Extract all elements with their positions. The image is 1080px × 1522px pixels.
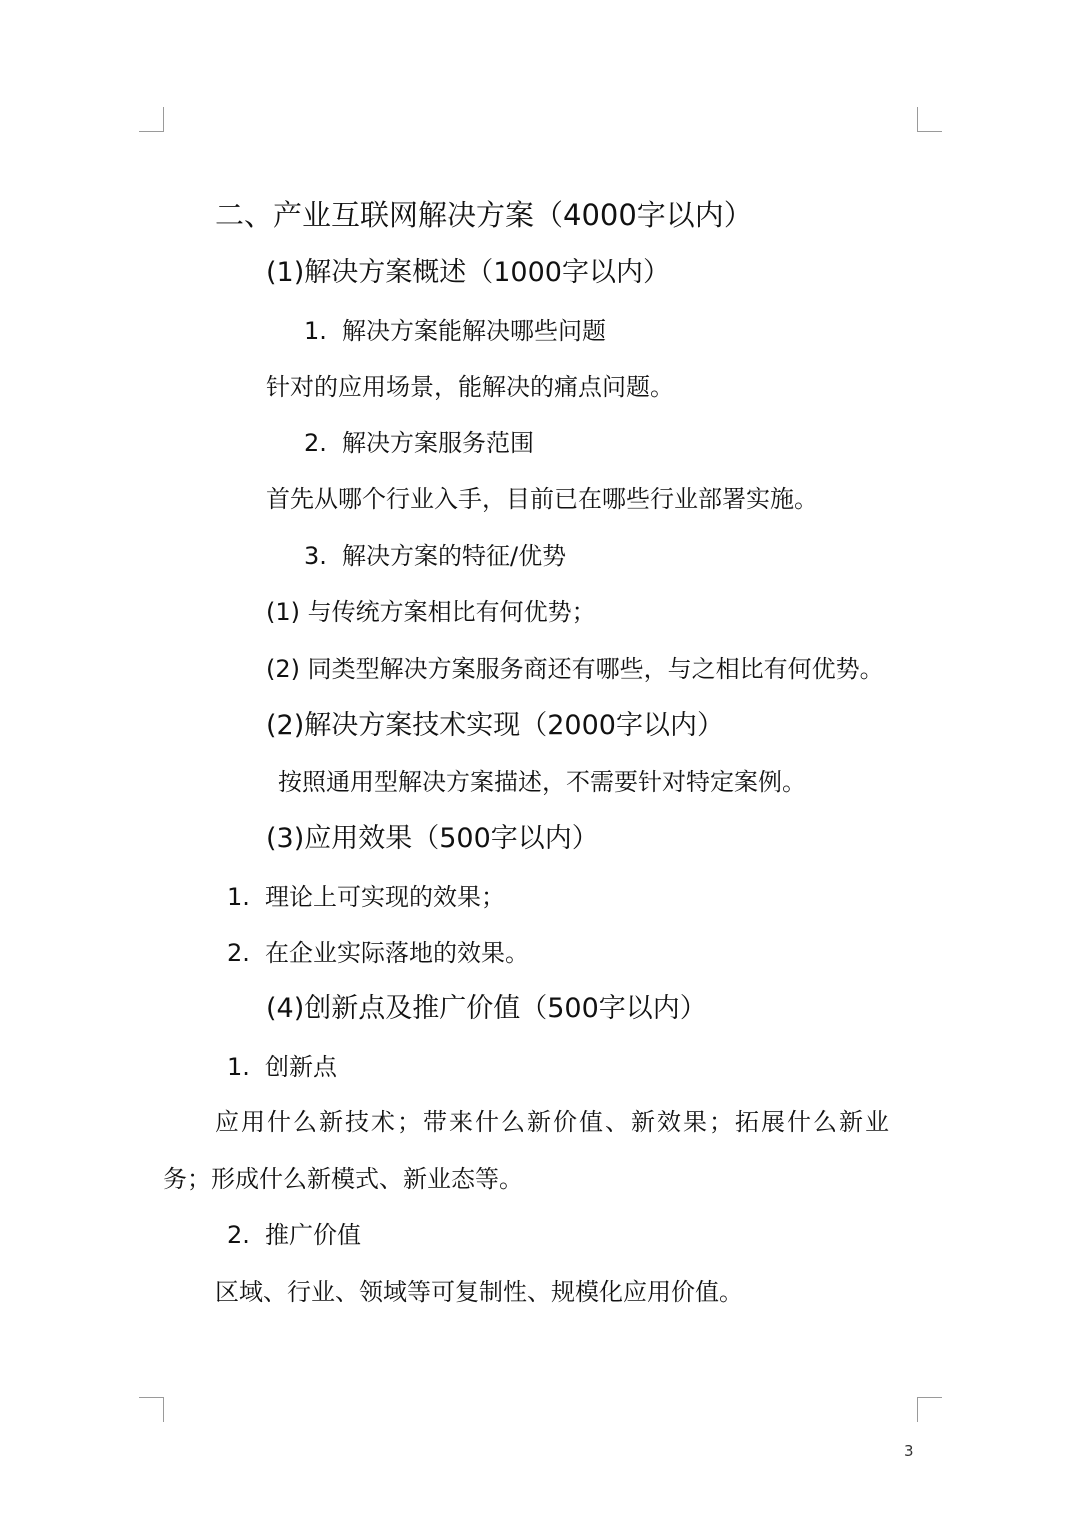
- innovation-desc-line-1: 应用什么新技术；带来什么新价值、新效果；拓展什么新业: [215, 1108, 891, 1136]
- item-label: 推广价值: [265, 1221, 361, 1249]
- section1-item-3: [304, 544, 566, 568]
- section1-item-1-desc: 针对的应用场景，能解决的痛点问题。: [266, 373, 674, 401]
- item-number: 2.: [227, 939, 250, 967]
- section1-item-2-desc: 首先从哪个行业入手，目前已在哪些行业部署实施。: [266, 485, 818, 513]
- section3-title: (3)应用效果（500字以内）: [266, 823, 599, 854]
- advantage-1: (1) 与传统方案相比有何优势；: [266, 598, 596, 626]
- item-label: 创新点: [265, 1053, 337, 1081]
- page-number: 3: [904, 1442, 914, 1460]
- crop-mark-top-left: [139, 107, 164, 132]
- section1-title: (1)解决方案概述（1000字以内）: [266, 257, 670, 288]
- item-number: 1.: [227, 883, 250, 911]
- item-number: 3.: [304, 542, 327, 570]
- crop-mark-bottom-right: [917, 1397, 942, 1422]
- item-label: 解决方案能解决哪些问题: [342, 317, 606, 345]
- item-label: 在企业实际落地的效果。: [265, 939, 529, 967]
- section3-item-2: [227, 941, 529, 965]
- item-label: 解决方案服务范围: [342, 429, 534, 457]
- section1-item-1: [304, 319, 606, 343]
- section3-item-1: [227, 885, 505, 909]
- item-label: 解决方案的特征/优势: [342, 542, 567, 570]
- crop-mark-top-right: [917, 107, 942, 132]
- advantage-2: (2) 同类型解决方案服务商还有哪些，与之相比有何优势。: [266, 655, 884, 683]
- main-heading: 二、产业互联网解决方案（4000字以内）: [215, 198, 753, 232]
- item-number: 1.: [227, 1053, 250, 1081]
- item-label: 理论上可实现的效果；: [265, 883, 505, 911]
- crop-mark-bottom-left: [139, 1397, 164, 1422]
- section2-title: (2)解决方案技术实现（2000字以内）: [266, 710, 724, 741]
- promotion-desc: 区域、行业、领域等可复制性、规模化应用价值。: [215, 1278, 743, 1306]
- innovation-desc-line-2: 务；形成什么新模式、新业态等。: [163, 1165, 523, 1193]
- section4-item-1: [227, 1055, 337, 1079]
- section4-item-2: [227, 1223, 361, 1247]
- section2-desc: 按照通用型解决方案描述，不需要针对特定案例。: [278, 768, 806, 796]
- section4-title: (4)创新点及推广价值（500字以内）: [266, 993, 707, 1024]
- section1-item-2: [304, 431, 534, 455]
- item-number: 2.: [304, 429, 327, 457]
- item-number: 1.: [304, 317, 327, 345]
- item-number: 2.: [227, 1221, 250, 1249]
